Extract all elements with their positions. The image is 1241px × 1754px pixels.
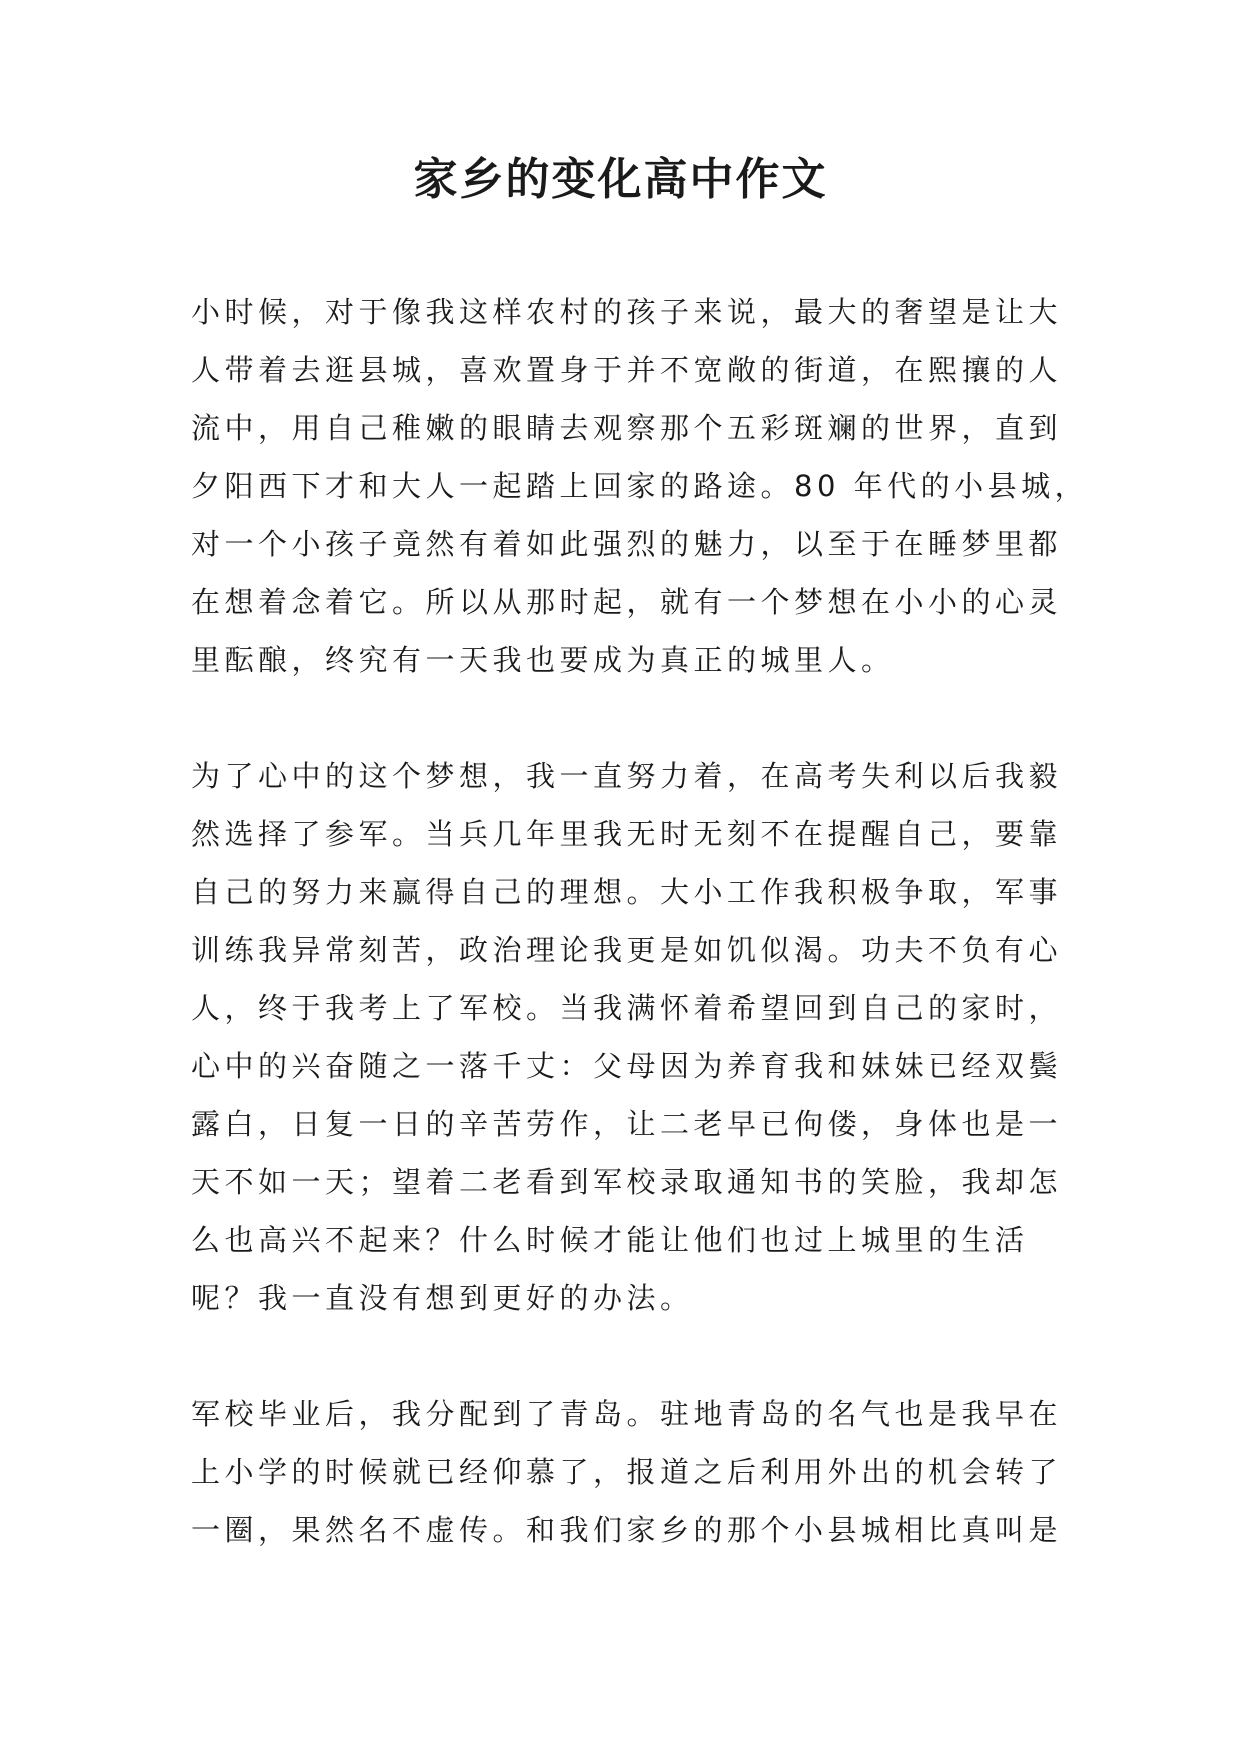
text-line: 自己的努力来赢得自己的理想。大小工作我积极争取，军事	[191, 875, 1063, 909]
text-line: 对一个小孩子竟然有着如此强烈的魅力，以至于在睡梦里都	[191, 527, 1063, 561]
text-line: 军校毕业后，我分配到了青岛。驻地青岛的名气也是我早在	[191, 1397, 1063, 1431]
text-line: 为了心中的这个梦想，我一直努力着，在高考失利以后我毅	[191, 759, 1063, 793]
document-title: 家乡的变化高中作文	[413, 154, 828, 205]
paragraph-gap	[191, 689, 1061, 747]
text-line: 夕阳西下才和大人一起踏上回家的路途。80 年代的小县城，	[191, 469, 1089, 503]
text-line: 人带着去逛县城，喜欢置身于并不宽敞的街道，在熙攘的人	[191, 353, 1063, 387]
text-line: 么也高兴不起来？什么时候才能让他们也过上城里的生活	[191, 1223, 1029, 1257]
paragraph-3	[191, 1385, 1061, 1559]
text-line: 呢？我一直没有想到更好的办法。	[191, 1281, 694, 1315]
text-line: 里酝酿，终究有一天我也要成为真正的城里人。	[191, 643, 895, 677]
text-line: 上小学的时候就已经仰慕了，报道之后利用外出的机会转了	[191, 1455, 1063, 1489]
document-body	[191, 283, 1089, 1559]
paragraph-gap	[191, 1327, 1061, 1385]
text-line: 心中的兴奋随之一落千丈：父母因为养育我和妹妹已经双鬓	[191, 1049, 1063, 1083]
text-line: 然选择了参军。当兵几年里我无时无刻不在提醒自己，要靠	[191, 817, 1063, 851]
text-line: 训练我异常刻苦，政治理论我更是如饥似渴。功夫不负有心	[191, 933, 1063, 967]
text-line: 一圈，果然名不虚传。和我们家乡的那个小县城相比真叫是	[191, 1513, 1063, 1547]
paragraph-1	[191, 283, 1089, 689]
text-line: 小时候，对于像我这样农村的孩子来说，最大的奢望是让大	[191, 295, 1063, 329]
text-line: 天不如一天；望着二老看到军校录取通知书的笑脸，我却怎	[191, 1165, 1063, 1199]
paragraph-2	[191, 747, 1061, 1327]
text-line: 流中，用自己稚嫩的眼睛去观察那个五彩斑斓的世界，直到	[191, 411, 1063, 445]
text-line: 在想着念着它。所以从那时起，就有一个梦想在小小的心灵	[191, 585, 1063, 619]
text-line: 人，终于我考上了军校。当我满怀着希望回到自己的家时，	[191, 991, 1063, 1025]
text-line: 露白，日复一日的辛苦劳作，让二老早已佝偻，身体也是一	[191, 1107, 1063, 1141]
